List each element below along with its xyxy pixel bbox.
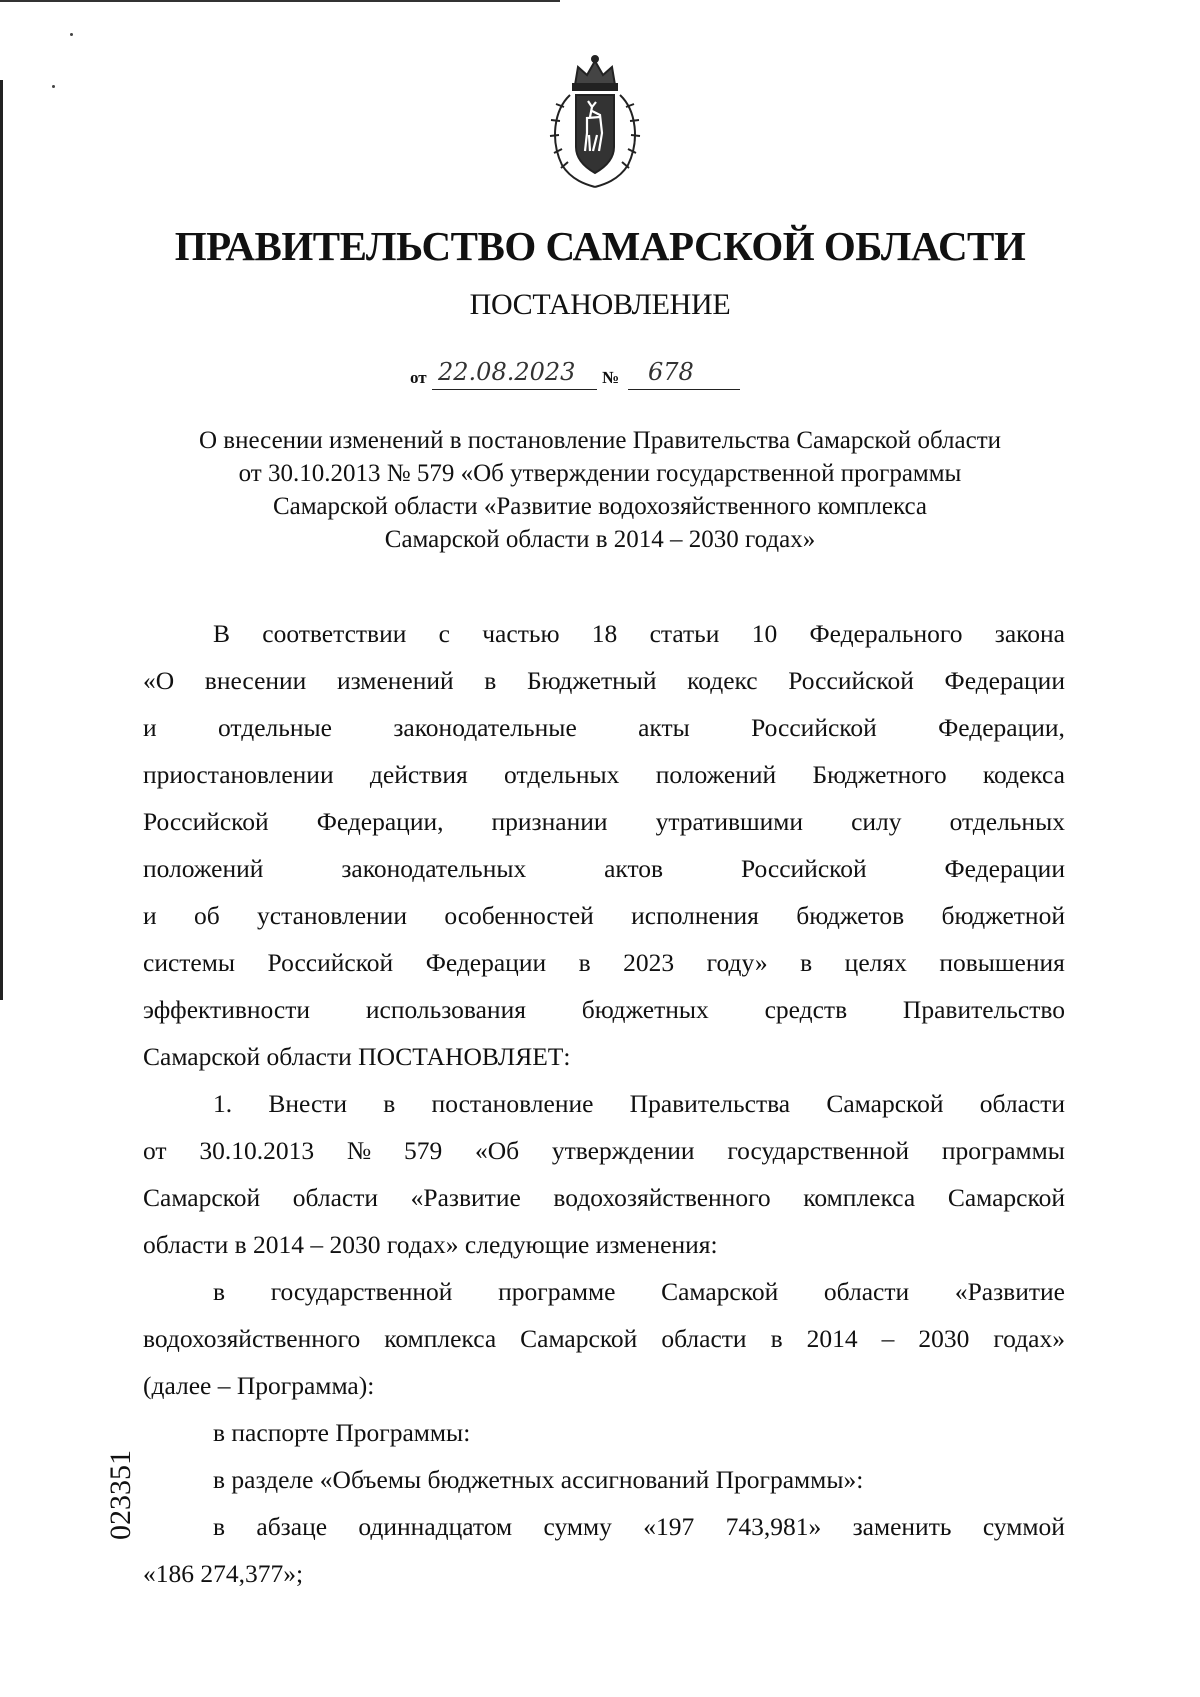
body-word: Российской: [740, 854, 867, 883]
body-line: [143, 798, 1065, 845]
body-word: в: [383, 1089, 396, 1118]
body-line: [143, 986, 1065, 1033]
body-line: [143, 1033, 1065, 1080]
body-word: Бюджетный: [526, 666, 657, 695]
body-word: Бюджетного: [812, 760, 947, 789]
date-number-line: [410, 352, 810, 392]
body-line-text: «186 274,377»;: [143, 1559, 304, 1588]
body-word: и: [143, 713, 157, 742]
document-subject: [130, 424, 1070, 556]
body-word: в: [578, 948, 591, 977]
body-word: области: [661, 1324, 747, 1353]
body-word: целях: [844, 948, 907, 977]
body-line-text: Самарской области ПОСТАНОВЛЯЕТ:: [143, 1042, 571, 1071]
subject-line: Самарской области в 2014 – 2030 годах»: [384, 526, 816, 553]
scan-edge-top: [0, 0, 560, 2]
body-word: в: [213, 1512, 226, 1541]
body-line: [143, 845, 1065, 892]
body-word: одиннадцатом: [358, 1512, 513, 1541]
body-word: отдельных: [949, 807, 1065, 836]
body-word: от: [143, 1136, 167, 1165]
government-title: ПРАВИТЕЛЬСТВО САМАРСКОЙ ОБЛАСТИ: [174, 223, 1026, 269]
body-word: внесении: [204, 666, 307, 695]
body-word: в: [484, 666, 497, 695]
body-word: водохозяйственного: [553, 1183, 771, 1212]
body-word: Самарской: [661, 1277, 779, 1306]
body-line: [143, 1315, 1065, 1362]
body-word: №: [346, 1136, 372, 1165]
body-word: положений: [655, 760, 777, 789]
body-line: [143, 1174, 1065, 1221]
body-word: Правительство: [902, 995, 1065, 1024]
body-word: В: [213, 619, 231, 648]
body-word: программе: [498, 1277, 616, 1306]
body-word: –: [881, 1324, 895, 1353]
body-word: и: [143, 901, 157, 930]
body-word: 2023: [623, 948, 675, 977]
date-prefix: от: [410, 368, 427, 387]
body-word: использования: [365, 995, 526, 1024]
body-word: Самарской: [947, 1183, 1065, 1212]
body-word: законодательных: [341, 854, 527, 883]
body-word: закона: [994, 619, 1065, 648]
body-word: признании: [491, 807, 608, 836]
body-word: 30.10.2013: [199, 1136, 315, 1165]
body-word: бюджетов: [796, 901, 905, 930]
scan-speck: [52, 85, 55, 88]
body-word: 10: [751, 619, 778, 648]
body-word: «Развитие: [410, 1183, 521, 1212]
body-line-text: (далее – Программа):: [143, 1371, 375, 1400]
body-word: области: [979, 1089, 1065, 1118]
body-word: отдельных: [504, 760, 620, 789]
body-word: «О: [143, 666, 175, 695]
body-line: [143, 939, 1065, 986]
body-line: [143, 657, 1065, 704]
body-word: установлении: [257, 901, 407, 930]
body-word: 1.: [213, 1089, 233, 1118]
document-type: ПОСТАНОВЛЕНИЕ: [469, 288, 731, 321]
body-word: Федерации,: [316, 807, 444, 836]
body-word: об: [193, 901, 220, 930]
body-line: [143, 1456, 1065, 1503]
body-line: [143, 751, 1065, 798]
body-word: бюджетных: [581, 995, 709, 1024]
body-word: абзаце: [256, 1512, 328, 1541]
body-word: Федерации: [944, 666, 1065, 695]
body-word: бюджетной: [941, 901, 1065, 930]
body-word: 18: [591, 619, 618, 648]
body-line: [143, 1127, 1065, 1174]
body-line: [143, 892, 1065, 939]
body-word: «Развитие: [954, 1277, 1065, 1306]
body-word: заменить: [852, 1512, 952, 1541]
handwritten-date: 22.08.2023: [438, 358, 576, 386]
subject-line: от 30.10.2013 № 579 «Об утверждении государственной программы: [238, 460, 962, 487]
body-line: [143, 1503, 1065, 1550]
side-serial-number: 023351: [104, 1450, 137, 1540]
body-word: положений: [143, 854, 264, 883]
body-word: Федерации: [425, 948, 547, 977]
body-word: средств: [764, 995, 848, 1024]
body-line: [143, 1409, 1065, 1456]
body-word: с: [438, 619, 450, 648]
body-word: Российской: [267, 948, 394, 977]
body-line: [143, 1550, 1065, 1597]
body-word: особенностей: [444, 901, 594, 930]
body-line-text: в паспорте Программы:: [213, 1418, 471, 1447]
body-word: комплекса: [384, 1324, 497, 1353]
body-word: годах»: [993, 1324, 1065, 1353]
scan-edge-left: [0, 80, 3, 1000]
body-line-text: в разделе «Объемы бюджетных ассигнований Программы»:: [213, 1465, 864, 1494]
body-word: системы: [143, 948, 236, 977]
body-word: законодательные: [393, 713, 577, 742]
body-word: актов: [604, 854, 664, 883]
body-word: соответствии: [262, 619, 407, 648]
subject-line: Самарской области «Развитие водохозяйственного комплекса: [272, 493, 928, 520]
document-body: [143, 610, 1065, 1597]
body-word: «Об: [474, 1136, 520, 1165]
body-word: кодекс: [687, 666, 758, 695]
body-line: [143, 1268, 1065, 1315]
body-line: [143, 1362, 1065, 1409]
body-line: [143, 610, 1065, 657]
body-word: 2030: [918, 1324, 970, 1353]
subject-line: О внесении изменений в постановление Правительства Самарской области: [198, 427, 1002, 454]
body-word: водохозяйственного: [143, 1324, 361, 1353]
body-word: исполнения: [631, 901, 759, 930]
body-word: комплекса: [803, 1183, 916, 1212]
body-word: в: [800, 948, 813, 977]
body-word: Федерального: [809, 619, 963, 648]
body-word: эффективности: [143, 995, 311, 1024]
body-word: 2014: [806, 1324, 858, 1353]
body-word: «197: [643, 1512, 695, 1541]
body-word: программы: [941, 1136, 1065, 1165]
body-word: области: [292, 1183, 379, 1212]
body-word: Российской: [751, 713, 877, 742]
body-word: утверждении: [551, 1136, 695, 1165]
samara-coat-of-arms-icon: [540, 55, 650, 190]
body-word: акты: [638, 713, 690, 742]
body-word: постановление: [431, 1089, 594, 1118]
body-word: Самарской: [143, 1183, 261, 1212]
scan-speck: [70, 33, 73, 36]
body-word: Самарской: [520, 1324, 638, 1353]
body-word: отдельные: [218, 713, 332, 742]
body-word: Самарской: [826, 1089, 944, 1118]
body-word: статьи: [649, 619, 720, 648]
number-prefix: №: [602, 368, 620, 387]
body-word: Российской: [788, 666, 914, 695]
body-word: государственной: [727, 1136, 910, 1165]
body-word: 579: [403, 1136, 443, 1165]
handwritten-number: 678: [648, 358, 694, 386]
body-word: действия: [369, 760, 468, 789]
body-word: сумму: [543, 1512, 612, 1541]
body-word: утратившими: [655, 807, 804, 836]
body-line: [143, 704, 1065, 751]
body-word: повышения: [939, 948, 1065, 977]
body-word: Федерации,: [938, 713, 1065, 742]
body-line-text: области в 2014 – 2030 годах» следующие изменения:: [143, 1230, 718, 1259]
body-word: кодекса: [982, 760, 1065, 789]
body-word: Российской: [143, 807, 269, 836]
body-word: Правительства: [629, 1089, 791, 1118]
body-word: государственной: [270, 1277, 453, 1306]
body-word: силу: [851, 807, 902, 836]
body-line: [143, 1221, 1065, 1268]
body-word: области: [823, 1277, 910, 1306]
body-word: 743,981»: [725, 1512, 822, 1541]
body-word: году»: [706, 948, 768, 977]
date-underline: [432, 389, 597, 390]
body-word: суммой: [982, 1512, 1065, 1541]
body-word: Внести: [268, 1089, 348, 1118]
body-word: частью: [482, 619, 560, 648]
body-word: изменений: [336, 666, 454, 695]
body-word: приостановлении: [143, 760, 334, 789]
number-underline: [628, 389, 740, 390]
body-word: в: [213, 1277, 226, 1306]
body-word: Федерации: [944, 854, 1065, 883]
body-line: [143, 1080, 1065, 1127]
body-word: в: [770, 1324, 783, 1353]
